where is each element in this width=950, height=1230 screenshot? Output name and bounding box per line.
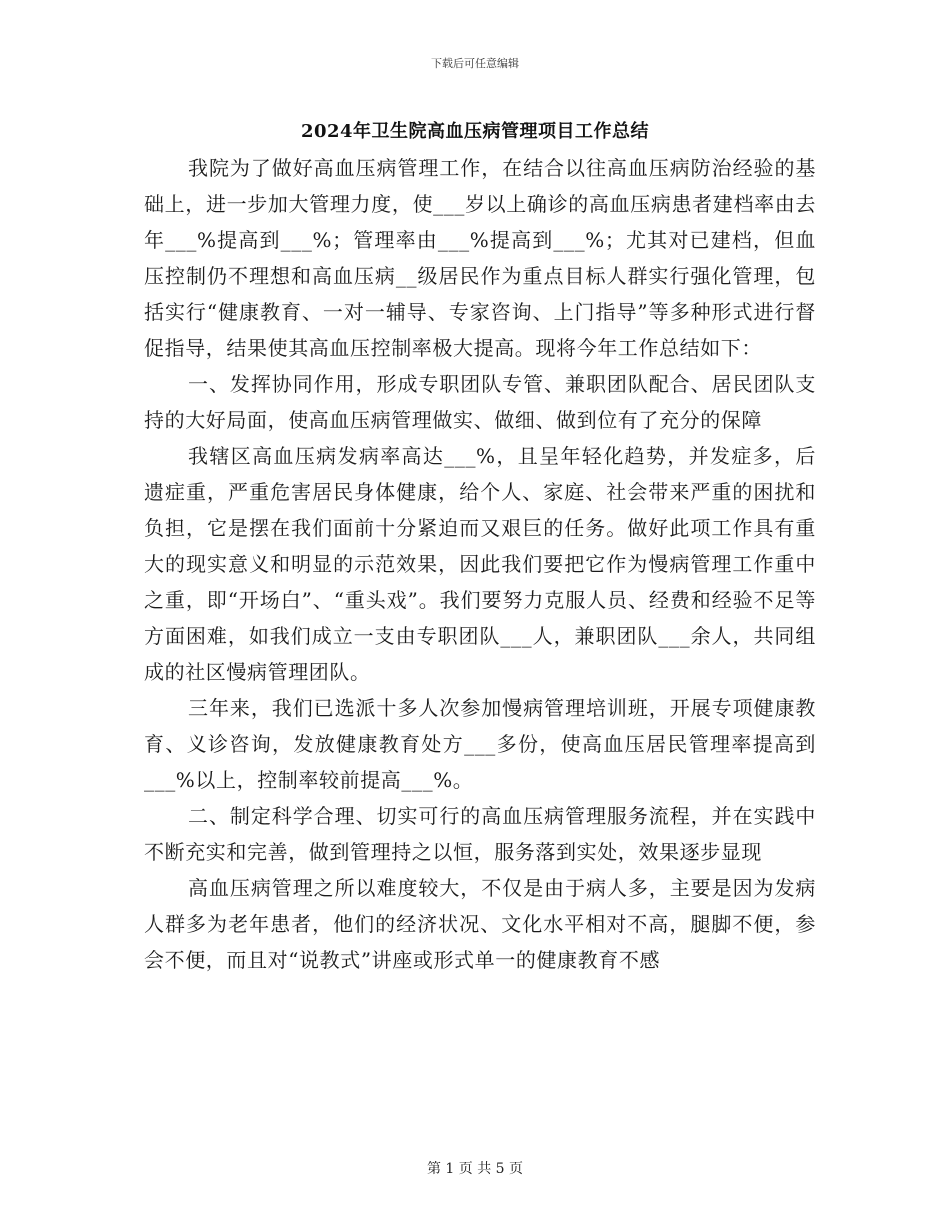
section-heading-1: 一、发挥协同作用，形成专职团队专管、兼职团队配合、居民团队支持的大好局面，使高血压病管理做实、做细、做到位有了充分的保障 — [144, 372, 816, 432]
paragraph-section-1-body: 我辖区高血压病发病率高达___%，且呈年轻化趋势，并发症多，后遗症重，严重危害居民身体健康，给个人、家庭、社会带来严重的困扰和负担，它是摆在我们面前十分紧迫而又艰巨的任务。做好此项工作具有重大的现实意义和明显的示范效果，因此我们要把它作为慢病管理工作重中之重，即“开场白”、“重头戏”。我们要努力克服人员、经费和经验不足等方面困难，如我们成立一支由专职团队___人，兼职团队___余人，共同组成的社区慢病管理团队。 — [144, 444, 816, 684]
paragraph-section-1-results: 三年来，我们已选派十多人次参加慢病管理培训班，开展专项健康教育、义诊咨询，发放健康教育处方___多份，使高血压居民管理率提高到___%以上，控制率较前提高___%。 — [144, 696, 816, 792]
document-title: 2024年卫生院高血压病管理项目工作总结 — [300, 121, 650, 142]
section-heading-2: 二、制定科学合理、切实可行的高血压病管理服务流程，并在实践中不断充实和完善，做到管理持之以恒，服务落到实处，效果逐步显现 — [144, 804, 816, 864]
page-number-footer: 第 1 页 共 5 页 — [426, 1161, 524, 1177]
page-header-note: 下载后可任意编辑 — [431, 57, 519, 70]
paragraph-intro: 我院为了做好高血压病管理工作，在结合以往高血压病防治经验的基础上，进一步加大管理力度，使___岁以上确诊的高血压病患者建档率由去年___%提高到___%；管理率由___%提高到___%；尤其对已建档，但血压控制仍不理想和高血压病__级居民作为重点目标人群实行强化管理，包括实行“健康教育、一对一辅导、专家咨询、上门指导”等多种形式进行督促指导，结果使其高血压控制率极大提高。现将今年工作总结如下： — [144, 156, 816, 360]
document-body — [144, 150, 816, 978]
paragraph-section-2-body: 高血压病管理之所以难度较大，不仅是由于病人多，主要是因为发病人群多为老年患者，他们的经济状况、文化水平相对不高，腿脚不便，参会不便，而且对“说教式”讲座或形式单一的健康教育不感 — [144, 876, 816, 972]
